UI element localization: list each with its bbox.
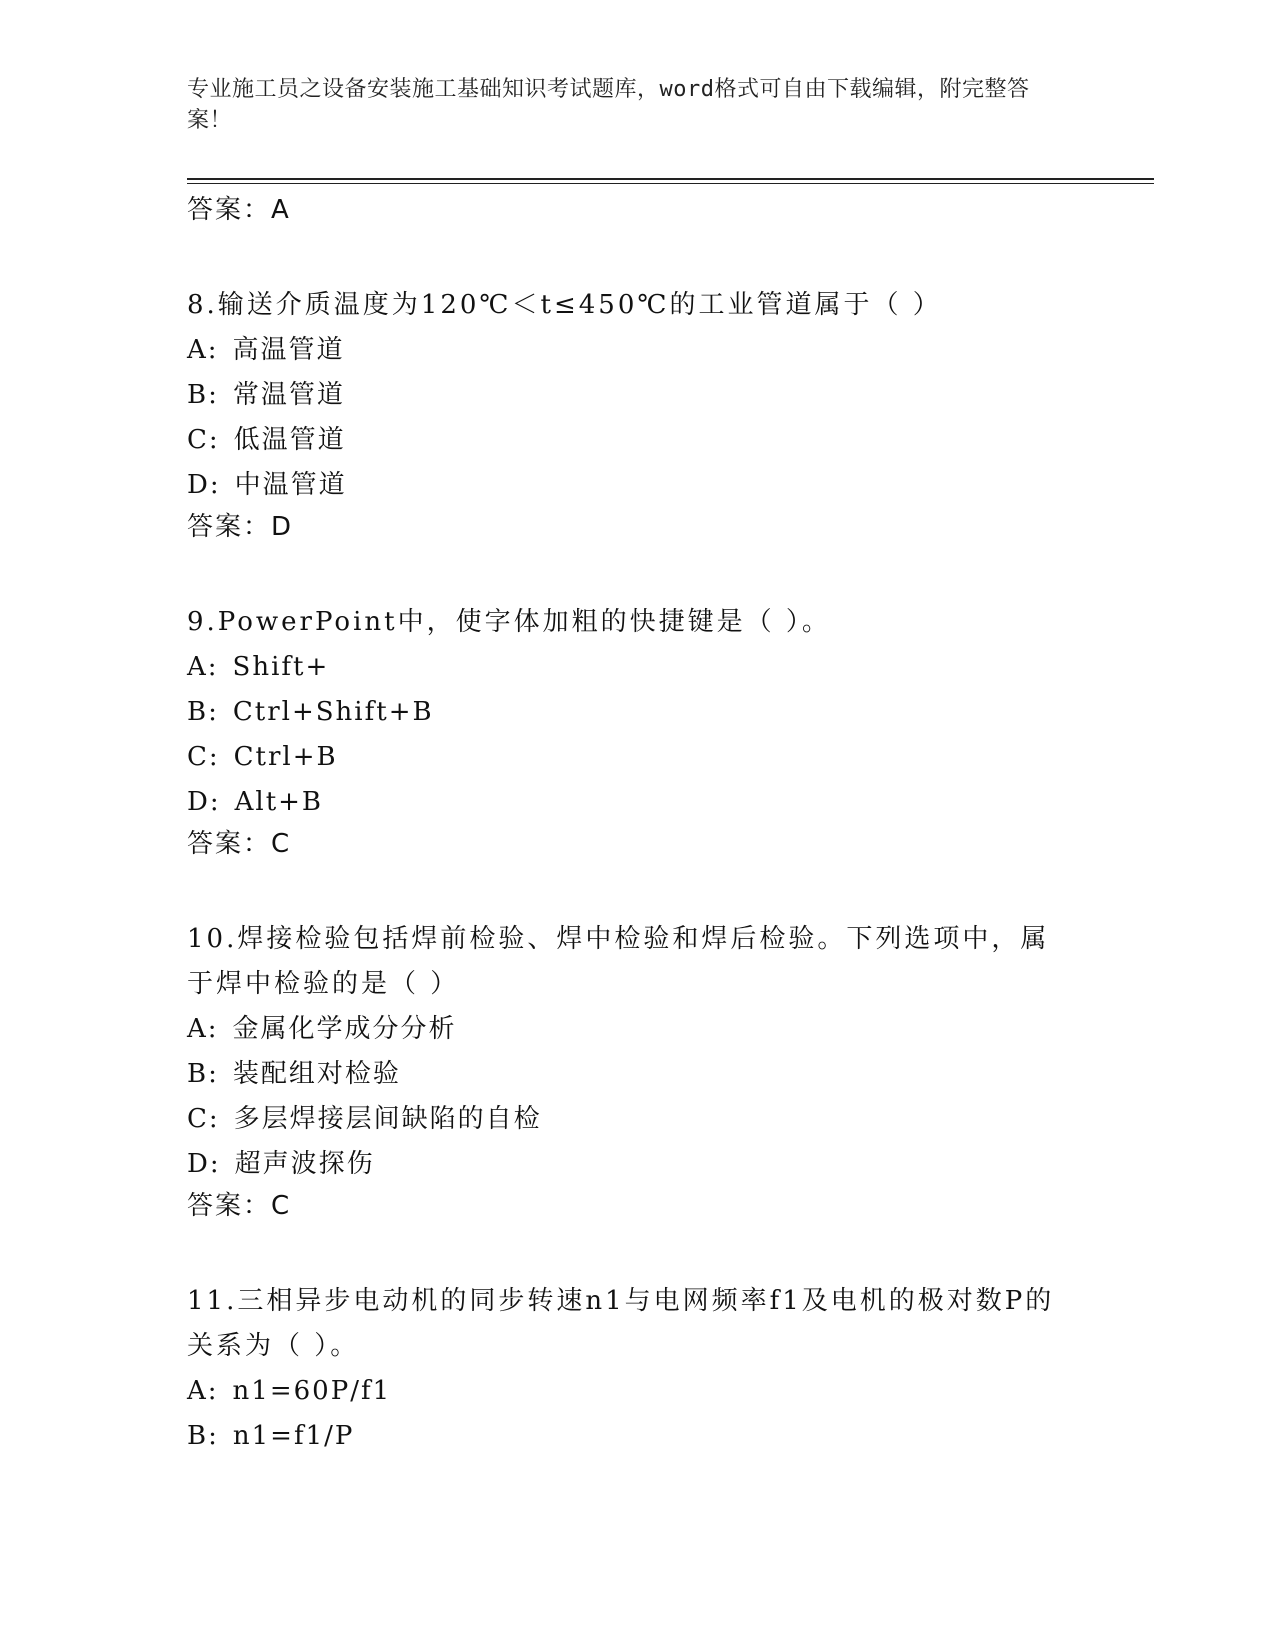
option-b [187,1052,1087,1097]
option-b [187,373,1087,418]
answer-label: 答案： [187,1191,272,1221]
option-text: Ctrl+B [233,742,338,772]
question-9 [187,600,1087,862]
option-letter: D: [187,470,221,500]
answer-line [187,826,1087,862]
option-text: Ctrl+Shift+B [232,697,434,727]
option-text: 装配组对检验 [232,1059,401,1089]
option-d [187,463,1087,508]
answer-value: A [271,195,289,225]
question-list [187,192,1087,1459]
answer-label: 答案： [187,195,272,225]
option-letter: D: [187,787,221,817]
option-letter: C: [187,425,220,455]
question-10 [187,917,1087,1224]
header-divider-thick [187,178,1154,180]
option-a [187,1007,1087,1052]
option-d [187,1142,1087,1187]
question-stem: 8.输送介质温度为120℃＜t≤450℃的工业管道属于（ ） [187,290,942,320]
option-letter: A: [187,1014,219,1044]
option-text: 常温管道 [232,380,345,410]
option-a [187,1369,1087,1414]
answer-value: C [271,829,290,859]
option-a [187,645,1087,690]
question-8 [187,283,1087,545]
option-letter: C: [187,742,220,772]
option-text: Alt+B [234,787,324,817]
option-b [187,1414,1087,1459]
question-11 [187,1279,1087,1459]
option-text: 中温管道 [234,470,347,500]
option-letter: B: [187,380,219,410]
answer-value: D [271,512,292,542]
answer-line [187,1188,1087,1224]
option-d [187,780,1087,825]
option-text: n1=f1/P [232,1421,355,1451]
answer-line [187,509,1087,545]
option-letter: B: [187,697,219,727]
option-c [187,418,1087,463]
option-text: 超声波探伤 [234,1149,375,1179]
option-b [187,690,1087,735]
question-stem: 9.PowerPoint中，使字体加粗的快捷键是（ ）。 [187,607,831,637]
option-c [187,1097,1087,1142]
option-c [187,735,1087,780]
answer-label: 答案： [187,512,272,542]
header-divider-thin [187,183,1154,184]
option-text: 低温管道 [233,425,346,455]
option-text: 多层焊接层间缺陷的自检 [233,1104,542,1134]
option-letter: C: [187,1104,220,1134]
answer-value: C [271,1191,290,1221]
option-letter: D: [187,1149,221,1179]
option-text: Shift+ [232,652,330,682]
option-text: 高温管道 [232,335,345,365]
option-a [187,328,1087,373]
option-text: 金属化学成分分析 [232,1014,457,1044]
option-letter: B: [187,1421,219,1451]
answer-line [187,192,1087,228]
option-letter: A: [187,335,219,365]
option-letter: A: [187,1376,219,1406]
document-header: 专业施工员之设备安装施工基础知识考试题库，word格式可自由下载编辑，附完整答案！ [187,77,1030,133]
question-stem: 10.焊接检验包括焊前检验、焊中检验和焊后检验。下列选项中，属于焊中检验的是（ ） [187,924,1050,999]
question-stem: 11.三相异步电动机的同步转速n1与电网频率f1及电机的极对数P的关系为（ ）。 [187,1286,1055,1361]
option-text: n1=60P/f1 [232,1376,392,1406]
option-letter: B: [187,1059,219,1089]
answer-label: 答案： [187,829,272,859]
option-letter: A: [187,652,219,682]
